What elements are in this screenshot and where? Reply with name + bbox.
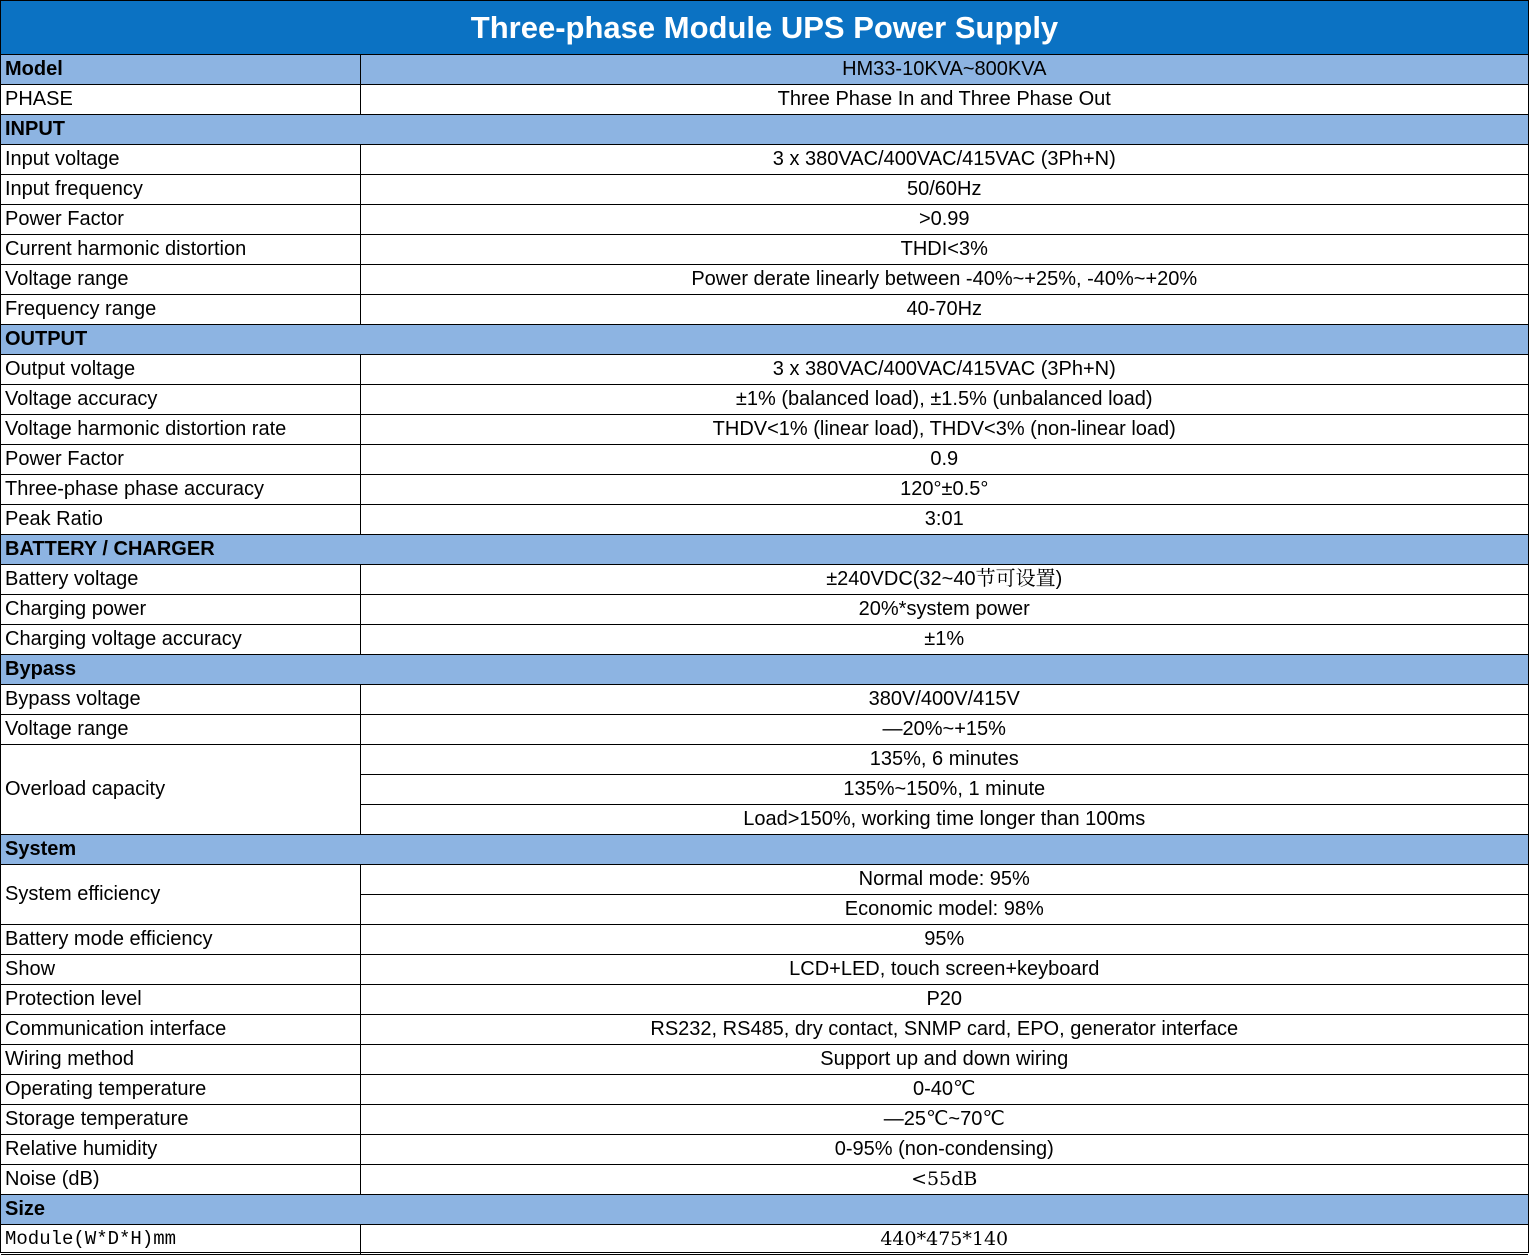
table-row-model bbox=[1, 55, 1528, 85]
table-row bbox=[1, 1225, 1528, 1255]
row-value: ±240VDC(32~40节可设置) bbox=[360, 565, 1528, 595]
row-value: 0-40℃ bbox=[360, 1075, 1528, 1105]
row-label: Storage temperature bbox=[1, 1105, 360, 1135]
row-label: Power Factor bbox=[1, 445, 360, 475]
row-label: Battery mode efficiency bbox=[1, 925, 360, 955]
row-label: Input frequency bbox=[1, 175, 360, 205]
section-title: Bypass bbox=[1, 655, 1528, 685]
row-value: P20 bbox=[360, 985, 1528, 1015]
table-row bbox=[1, 865, 1528, 895]
table-row bbox=[1, 1165, 1528, 1195]
row-value: <55dB bbox=[360, 1165, 1528, 1195]
section-title: Size bbox=[1, 1195, 1528, 1225]
row-label: Current harmonic distortion bbox=[1, 235, 360, 265]
row-label: Bypass voltage bbox=[1, 685, 360, 715]
row-value: Power derate linearly between -40%~+25%, -40%~+20% bbox=[360, 265, 1528, 295]
table-row bbox=[1, 505, 1528, 535]
row-value: 3 x 380VAC/400VAC/415VAC (3Ph+N) bbox=[360, 355, 1528, 385]
row-value: HM33-10KVA~800KVA bbox=[360, 55, 1528, 85]
table-row bbox=[1, 475, 1528, 505]
row-label: Voltage harmonic distortion rate bbox=[1, 415, 360, 445]
section-header-input bbox=[1, 115, 1528, 145]
row-value: ±1% (balanced load), ±1.5% (unbalanced load) bbox=[360, 385, 1528, 415]
table-row bbox=[1, 625, 1528, 655]
table-row bbox=[1, 175, 1528, 205]
table-row bbox=[1, 955, 1528, 985]
row-label: Three-phase phase accuracy bbox=[1, 475, 360, 505]
row-value: Load>150%, working time longer than 100ms bbox=[360, 805, 1528, 835]
row-label: Voltage range bbox=[1, 265, 360, 295]
table-row bbox=[1, 685, 1528, 715]
table-row bbox=[1, 565, 1528, 595]
row-value: Three Phase In and Three Phase Out bbox=[360, 85, 1528, 115]
row-value: 0.9 bbox=[360, 445, 1528, 475]
row-label: System efficiency bbox=[1, 865, 360, 925]
row-value: 135%, 6 minutes bbox=[360, 745, 1528, 775]
table-row bbox=[1, 295, 1528, 325]
row-label: Overload capacity bbox=[1, 745, 360, 835]
row-label: Module(W*D*H)mm bbox=[1, 1225, 360, 1255]
table-row bbox=[1, 715, 1528, 745]
row-value: Economic model: 98% bbox=[360, 895, 1528, 925]
row-value: THDI<3% bbox=[360, 235, 1528, 265]
row-value: 3:01 bbox=[360, 505, 1528, 535]
table-row bbox=[1, 385, 1528, 415]
section-header-bypass bbox=[1, 655, 1528, 685]
table-row bbox=[1, 355, 1528, 385]
row-label: Charging voltage accuracy bbox=[1, 625, 360, 655]
row-value: 120°±0.5° bbox=[360, 475, 1528, 505]
table-row bbox=[1, 595, 1528, 625]
table-row bbox=[1, 265, 1528, 295]
row-label: Input voltage bbox=[1, 145, 360, 175]
row-label: Operating temperature bbox=[1, 1075, 360, 1105]
section-title: INPUT bbox=[1, 115, 1528, 145]
table-row-phase bbox=[1, 85, 1528, 115]
row-label: Show bbox=[1, 955, 360, 985]
table-row bbox=[1, 745, 1528, 775]
table-row bbox=[1, 415, 1528, 445]
row-label: Relative humidity bbox=[1, 1135, 360, 1165]
table-row bbox=[1, 205, 1528, 235]
row-value: >0.99 bbox=[360, 205, 1528, 235]
row-value: —20%~+15% bbox=[360, 715, 1528, 745]
row-label: Output voltage bbox=[1, 355, 360, 385]
section-header-battery bbox=[1, 535, 1528, 565]
table-row bbox=[1, 1135, 1528, 1165]
row-label: Charging power bbox=[1, 595, 360, 625]
row-value: 380V/400V/415V bbox=[360, 685, 1528, 715]
sheet-title: Three-phase Module UPS Power Supply bbox=[1, 1, 1528, 55]
row-value: RS232, RS485, dry contact, SNMP card, EPO, generator interface bbox=[360, 1015, 1528, 1045]
row-value: LCD+LED, touch screen+keyboard bbox=[360, 955, 1528, 985]
row-value: 50/60Hz bbox=[360, 175, 1528, 205]
row-label: Voltage accuracy bbox=[1, 385, 360, 415]
table-row bbox=[1, 445, 1528, 475]
row-label: Communication interface bbox=[1, 1015, 360, 1045]
row-value: THDV<1% (linear load), THDV<3% (non-linear load) bbox=[360, 415, 1528, 445]
row-label: Peak Ratio bbox=[1, 505, 360, 535]
row-label: PHASE bbox=[1, 85, 360, 115]
table-row bbox=[1, 235, 1528, 265]
spec-table bbox=[1, 55, 1528, 1255]
section-title: BATTERY / CHARGER bbox=[1, 535, 1528, 565]
table-row bbox=[1, 1015, 1528, 1045]
table-row bbox=[1, 985, 1528, 1015]
table-row bbox=[1, 1075, 1528, 1105]
row-label: Wiring method bbox=[1, 1045, 360, 1075]
row-value: Support up and down wiring bbox=[360, 1045, 1528, 1075]
row-label: Frequency range bbox=[1, 295, 360, 325]
row-value: 440*475*140 bbox=[360, 1225, 1528, 1255]
section-header-size bbox=[1, 1195, 1528, 1225]
row-value: Normal mode: 95% bbox=[360, 865, 1528, 895]
row-label: Battery voltage bbox=[1, 565, 360, 595]
section-title: OUTPUT bbox=[1, 325, 1528, 355]
table-row bbox=[1, 925, 1528, 955]
row-value: 40-70Hz bbox=[360, 295, 1528, 325]
table-row bbox=[1, 1045, 1528, 1075]
row-label: Noise (dB) bbox=[1, 1165, 360, 1195]
section-title: System bbox=[1, 835, 1528, 865]
row-value: 135%~150%, 1 minute bbox=[360, 775, 1528, 805]
table-row bbox=[1, 1105, 1528, 1135]
row-label: Voltage range bbox=[1, 715, 360, 745]
row-value: ±1% bbox=[360, 625, 1528, 655]
section-header-system bbox=[1, 835, 1528, 865]
row-label: Power Factor bbox=[1, 205, 360, 235]
table-row bbox=[1, 145, 1528, 175]
row-value: —25℃~70℃ bbox=[360, 1105, 1528, 1135]
row-label: Model bbox=[1, 55, 360, 85]
row-value: 20%*system power bbox=[360, 595, 1528, 625]
row-label: Protection level bbox=[1, 985, 360, 1015]
row-value: 0-95% (non-condensing) bbox=[360, 1135, 1528, 1165]
row-value: 3 x 380VAC/400VAC/415VAC (3Ph+N) bbox=[360, 145, 1528, 175]
row-value: 95% bbox=[360, 925, 1528, 955]
section-header-output bbox=[1, 325, 1528, 355]
